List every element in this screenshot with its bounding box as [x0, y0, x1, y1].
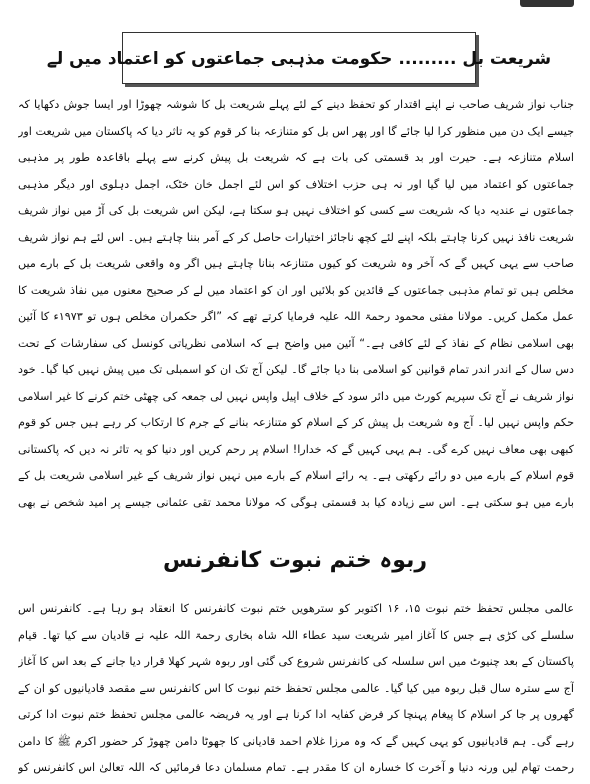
editorial-headline-box [46, 32, 552, 84]
editorial-headline: شریعت بل ......... حکومت مذہبی جماعتوں کو اعتماد میں لے [46, 48, 552, 69]
section-title: ربوہ ختم نبوت کانفرنس [162, 548, 427, 573]
header-ornament [520, 0, 574, 7]
editorial-paragraph: جناب نواز شریف صاحب نے اپنے اقتدار کو تحفظ دینے کے لئے پہلے شریعت بل کا شوشہ چھوڑا اور ایسا جوش دکھایا کہ جیسے ایک دن میں منظور کرا لیا جائے گا اور پھر اس بل کو متنازعہ بنا کر قوم کو یہ تاثر دیا کہ پاکستان میں شریعت اور اسلام متنازعہ ہے۔ حیرت اور بد قسمتی کی بات ہے کہ شریعت بل پیش کرنے سے پہلے باقاعدہ طور پر مذہبی جماعتوں کو اعتماد میں لیا گیا اور نہ ہی حزب اختلاف کو اس لئے اجمل خان خٹک، اجمل دہلوی اور دیگر مذہبی جماعتوں نے عندیہ دیا کہ شریعت سے کسی کو اختلاف نہیں ہو سکتا ہے، لیکن اس شریعت بل کی آڑ میں نواز شریف شریعت نافذ نہیں کرنا چاہتے بلکہ اپنے لئے کچھ ناجائز اختیارات حاصل کر کے آمر بننا چاہتے ہیں۔ اس لئے ہم نواز شریف صاحب سے یہی کہیں گے کہ آخر وہ شریعت کو کیوں متنازعہ بنانا چاہتے ہیں اگر وہ واقعی شریعت بل کے بارے میں مخلص ہیں تو تمام مذہبی جماعتوں کے قائدین کو بلائیں اور ان کو اعتماد میں لے کر صحیح معنوں میں نفاذ شریعت کا عمل مکمل کریں۔ مولانا مفتی محمود رحمۃ اللہ علیہ فرمایا کرتے تھے کہ ”اگر حکمران مخلص ہوں تو ۱۹۷۳ء کا آئین بھی اسلامی نظام کے نفاذ کے لئے کافی ہے۔“ آئین میں واضح ہے کہ اسلامی نظریاتی کونسل کی سفارشات کے تحت دس سال کے اندر اندر تمام قوانین کو اسلامی بنا دیا جائے گا۔ لیکن آج تک ان کو اسمبلی تک میں پیش نہیں کیا گیا۔ خود نواز شریف نے آج تک سپریم کورٹ میں دائر سود کے خلاف اپیل واپس نہیں لی جمعہ کی چھٹی ختم کرنے کا غیر اسلامی حکم واپس نہیں لیا۔ آج وہ شریعت بل پیش کر کے اسلام کو متنازعہ بنانے کے جرم کا ارتکاب کر رہے ہیں جس کو قوم کبھی بھی معاف نہیں کرے گی۔ ہم یہی کہیں گے کہ خدارا! اسلام پر رحم کریں اور دنیا کو یہ تاثر نہ دیں کہ پاکستانی قوم اسلام کے بارے میں دو رائے رکھتی ہے۔ یہ رائے اسلام کے بارے میں نہیں نواز شریف کے غیر اسلامی شریعت بل کے بارے میں ہو سکتی ہے۔ اس سے زیادہ کیا بد قسمتی ہوگی کہ مولانا محمد تقی عثمانی جیسے پر امید شخص نے بھی [18, 98, 574, 509]
conference-paragraph: عالمی مجلس تحفظ ختم نبوت ۱۵، ۱۶ اکتوبر کو سترھویں ختم نبوت کانفرنس کا انعقاد ہو رہا ہے۔ کانفرنس اس سلسلے کی کڑی ہے جس کا آغاز امیر شریعت سید عطاء اللہ شاہ بخاری رحمۃ اللہ علیہ نے قادیان سے کیا تھا۔ قیام پاکستان کے بعد چنیوٹ میں اس سلسلہ کی کانفرنس شروع کی گئی اور ربوہ شہر کھلا قرار دیا جانے کے بعد اس کا آغاز آج سے سترہ سال قبل ربوہ میں کیا گیا۔ عالمی مجلس تحفظ ختم نبوت کا اس کانفرنس سے مقصد قادیانیوں کو ان کے گھروں پر جا کر اسلام کا پیغام پہنچا کر فرض کفایہ ادا کرنا ہے اور یہ فریضہ عالمی مجلس تحفظ ختم نبوت ادا کرتی رہے گی۔ ہم قادیانیوں کو یہی کہیں گے کہ وہ مرزا غلام احمد قادیانی کا جھوٹا دامن چھوڑ کر حضور اکرم ﷺ کا دامن رحمت تھام لیں ورنہ دنیا و آخرت کا خسارہ ان کا مقدر ہے۔ تمام مسلمان دعا فرمائیں کہ اللہ تعالیٰ اس کانفرنس کو [18, 602, 574, 774]
page-header-strip [0, 0, 590, 12]
conference-body [18, 596, 574, 782]
editorial-body [18, 92, 574, 512]
